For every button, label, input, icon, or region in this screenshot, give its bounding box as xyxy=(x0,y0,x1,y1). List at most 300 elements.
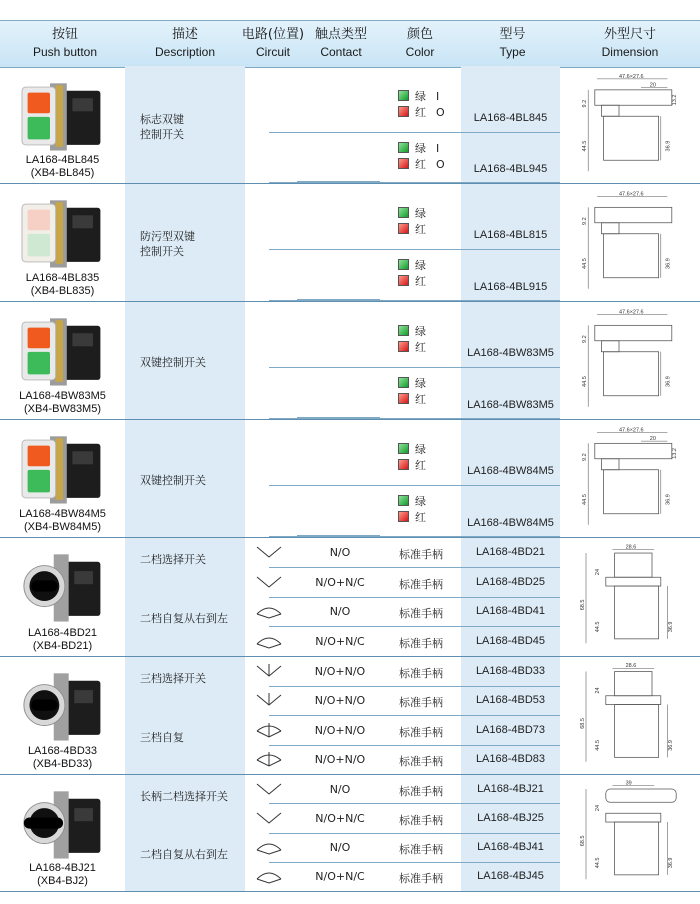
product-model: LA168-4BD33 xyxy=(27,745,98,757)
product-alt-model: (XB4-BW83M5) xyxy=(23,403,102,415)
product-photo xyxy=(15,74,113,158)
circuit-spring-return-base-icon xyxy=(257,850,281,854)
dimension-label: 36.9 xyxy=(665,258,672,269)
product-description: 二档选择开关 xyxy=(140,552,206,566)
product-description: 三档选择开关 xyxy=(140,671,206,685)
dimension-label: 44.5 xyxy=(595,740,602,751)
dimension-svg xyxy=(575,72,685,177)
color-label: 绿 xyxy=(415,495,426,508)
body-outline xyxy=(615,822,659,875)
type-value: LA168-4BJ45 xyxy=(477,870,544,883)
circuit-svg xyxy=(254,573,284,593)
green-square-icon xyxy=(398,207,409,218)
dimension-label: 9.2 xyxy=(582,453,588,461)
color-mark: O xyxy=(436,157,445,171)
circuit-spring-return-icon xyxy=(257,844,281,850)
switch-screw-terminal xyxy=(56,202,63,264)
color-mark: I xyxy=(436,141,440,155)
contact-type: N/O xyxy=(329,545,351,559)
dimension-label: 36.9 xyxy=(665,494,672,505)
dimension-label: 36.9 xyxy=(667,740,674,751)
switch-photo-group xyxy=(22,318,100,385)
product-model: LA168-4BW83M5 xyxy=(19,390,106,402)
header-dimension-zh: 外型尺寸 xyxy=(603,27,656,42)
red-square-icon xyxy=(398,275,409,286)
color-label: 红 xyxy=(415,275,426,288)
contact-type: N/O+N/O xyxy=(314,723,366,737)
circuit-svg xyxy=(254,691,284,711)
dimension-label: 36.9 xyxy=(667,621,674,633)
switch-photo-group xyxy=(24,673,101,740)
description-line: 控制开关 xyxy=(140,245,184,258)
green-square-icon xyxy=(398,142,409,153)
dimension-label: 68.5 xyxy=(579,835,586,847)
switch-contact-block xyxy=(72,451,93,464)
product-photo-svg xyxy=(15,309,113,393)
circuit-svg xyxy=(254,809,284,829)
circuit-diagram xyxy=(254,573,284,593)
row-divider xyxy=(269,686,560,687)
circuit-svg xyxy=(254,602,284,622)
type-value: LA168-4BD25 xyxy=(475,575,546,588)
handle-type: 标准手柄 xyxy=(399,813,443,827)
switch-contact-block xyxy=(74,571,93,584)
circuit-diagram xyxy=(254,809,284,829)
type-value: LA168-4BW84M5 xyxy=(467,465,554,477)
header-color-zh: 颜色 xyxy=(406,27,433,42)
dimension-label: 44.5 xyxy=(582,140,588,152)
product-model: LA168-4BD21 xyxy=(27,627,98,639)
dimension-label: 68.5 xyxy=(579,718,586,729)
dimension-label: 44.5 xyxy=(595,857,602,869)
header-type-en: Type xyxy=(499,45,526,59)
circuit-svg xyxy=(254,721,284,741)
dimension-label: 47.6×27.6 xyxy=(619,73,644,80)
color-label: 红 xyxy=(415,341,426,354)
switch-body xyxy=(65,562,100,616)
product-photo-svg xyxy=(15,782,113,866)
dimension-label: 39 xyxy=(625,780,632,787)
switch-body xyxy=(65,799,100,853)
body-outline xyxy=(615,586,659,639)
color-option xyxy=(398,391,458,405)
color-label: 红 xyxy=(415,511,426,524)
row-divider xyxy=(269,597,560,598)
handle-type: 标准手柄 xyxy=(399,577,443,591)
dimension-label: 44.5 xyxy=(582,258,588,269)
color-label: 绿 xyxy=(415,207,426,220)
product-description xyxy=(140,355,250,370)
dimension-label: 44.5 xyxy=(595,621,602,633)
head-outline xyxy=(595,207,672,222)
color-option xyxy=(398,221,458,235)
dimension-drawing xyxy=(575,425,685,531)
header-description-zh: 描述 xyxy=(171,27,198,42)
red-square-icon xyxy=(398,459,409,470)
bezel-outline xyxy=(606,696,661,705)
product-model: LA168-4BL835 xyxy=(25,272,100,284)
circuit-spring-return-icon xyxy=(257,638,281,644)
dimension-label: 13.2 xyxy=(672,448,679,459)
table-header xyxy=(0,20,700,68)
header-circuit xyxy=(237,21,309,67)
header-description-en: Description xyxy=(154,45,216,59)
red-square-icon xyxy=(398,106,409,117)
handle-type: 标准手柄 xyxy=(399,607,443,621)
knob-outline xyxy=(615,553,652,577)
product-description: 二档自复从右到左 xyxy=(140,612,228,626)
dimension-label: 44.5 xyxy=(582,376,588,387)
circuit-diagram xyxy=(254,602,284,622)
circuit-diagram xyxy=(254,867,284,887)
color-option xyxy=(398,140,458,154)
dimension-label: 28.6 xyxy=(625,663,637,670)
dimension-label: 9.2 xyxy=(582,335,588,343)
contact-type: N/O+N/C xyxy=(315,575,365,589)
dimension-svg xyxy=(575,189,685,295)
product-description: 二档自复从右到左 xyxy=(140,848,228,862)
handle-type: 标准手柄 xyxy=(399,725,443,739)
body-outline xyxy=(604,352,659,396)
handle-type: 标准手柄 xyxy=(399,637,443,651)
type-value: LA168-4BW83M5 xyxy=(467,347,554,359)
dimension-label: 68.5 xyxy=(579,599,586,611)
dimension-label: 24 xyxy=(595,687,602,694)
circuit-svg xyxy=(254,632,284,652)
switch-photo-group xyxy=(22,436,100,503)
dimension-drawing xyxy=(575,72,685,177)
body-outline xyxy=(604,116,659,160)
type-value: LA168-4BW83M5 xyxy=(467,399,554,411)
circuit-diagram xyxy=(254,691,284,711)
product-alt-model: (XB4-BL845) xyxy=(30,167,95,179)
circuit-svg xyxy=(254,838,284,858)
green-square-icon xyxy=(398,90,409,101)
product-photo-svg xyxy=(15,664,113,748)
header-contact-zh: 触点类型 xyxy=(314,27,367,42)
circuit-two-position-icon xyxy=(257,813,281,823)
product-alt-model: (XB4-BD21) xyxy=(32,640,93,652)
handle-type: 标准手柄 xyxy=(399,872,443,886)
type-value: LA168-4BD53 xyxy=(475,694,546,707)
product-photo-svg xyxy=(15,545,113,629)
type-value: LA168-4BJ41 xyxy=(477,841,544,854)
dimension-label: 36.9 xyxy=(665,376,672,387)
type-value: LA168-4BJ21 xyxy=(477,782,544,795)
product-alt-model: (XB4-BW84M5) xyxy=(23,521,102,533)
circuit-spring-return-base-icon xyxy=(257,614,281,618)
head-outline xyxy=(595,90,672,105)
circuit-spring-return-base-icon xyxy=(257,879,281,883)
description-line: 双键控制开关 xyxy=(140,355,206,369)
color-option xyxy=(398,273,458,287)
color-option xyxy=(398,104,458,118)
circuit-two-position-icon xyxy=(257,547,281,557)
header-color xyxy=(385,21,455,67)
handle-type: 标准手柄 xyxy=(399,696,443,710)
circuit-diagram xyxy=(254,721,284,741)
color-mark: I xyxy=(436,90,440,103)
product-alt-model: (XB4-BJ2) xyxy=(37,875,88,887)
circuit-svg xyxy=(254,750,284,770)
contact-type: N/O xyxy=(329,605,351,619)
color-option xyxy=(398,323,458,337)
row-divider xyxy=(269,803,560,804)
dimension-label: 47.6×27.6 xyxy=(619,427,644,434)
red-square-icon xyxy=(398,158,409,169)
dimension-svg xyxy=(575,425,685,531)
handle-type: 标准手柄 xyxy=(399,784,443,798)
color-option xyxy=(398,493,458,507)
contact-type: N/O+N/C xyxy=(315,811,365,825)
circuit-two-position-icon xyxy=(257,577,281,587)
header-contact xyxy=(306,21,376,67)
handle-type: 标准手柄 xyxy=(399,755,443,769)
circuit-diagram xyxy=(254,662,284,682)
color-option xyxy=(398,375,458,389)
dimension-drawing xyxy=(575,189,685,295)
dimension-label: 20 xyxy=(649,436,656,443)
green-key xyxy=(28,352,50,374)
bezel-outline xyxy=(606,813,661,822)
green-key xyxy=(28,470,50,492)
header-dimension-en: Dimension xyxy=(601,45,659,59)
description-line: 防污型双键 xyxy=(140,230,195,243)
color-option xyxy=(398,156,458,170)
description-line: 双键控制开关 xyxy=(140,473,206,487)
green-square-icon xyxy=(398,377,409,388)
circuit-two-position-icon xyxy=(257,784,281,794)
row-divider xyxy=(269,485,560,486)
header-type-zh: 型号 xyxy=(499,27,526,42)
circuit-diagram xyxy=(254,543,284,563)
row-divider xyxy=(269,567,560,568)
row-divider xyxy=(269,715,560,716)
description-line: 标志双键 xyxy=(140,112,184,126)
green-square-icon xyxy=(398,495,409,506)
body-outline xyxy=(604,234,659,278)
header-contact-en: Contact xyxy=(320,45,362,59)
product-photo-svg xyxy=(15,191,113,275)
bezel-outline xyxy=(606,577,661,586)
contact-type: N/O+N/C xyxy=(315,870,365,884)
color-label: 红 xyxy=(415,157,426,171)
body-outline xyxy=(604,470,659,514)
header-circuit-zh: 电路(位置) xyxy=(241,27,305,42)
color-label: 绿 xyxy=(415,259,426,272)
head-outline xyxy=(595,325,672,340)
dimension-drawing xyxy=(575,307,685,413)
handle-type: 标准手柄 xyxy=(399,666,443,680)
dimension-label: 28.6 xyxy=(625,544,637,551)
row-divider xyxy=(269,833,560,834)
product-photo-svg xyxy=(15,74,113,158)
body-outline xyxy=(615,705,659,758)
type-value: LA168-4BL845 xyxy=(473,111,548,124)
color-option xyxy=(398,257,458,271)
circuit-svg xyxy=(254,543,284,563)
description-line: 控制开关 xyxy=(140,127,184,141)
product-model: LA168-4BJ21 xyxy=(29,862,96,874)
red-key xyxy=(28,93,50,114)
color-option xyxy=(398,88,458,102)
green-key xyxy=(28,234,50,256)
red-square-icon xyxy=(398,511,409,522)
type-value: LA168-4BD83 xyxy=(475,753,546,766)
color-mark: O xyxy=(436,106,445,119)
green-key xyxy=(28,117,50,139)
header-push-button-zh: 按钮 xyxy=(51,27,78,42)
product-photo-svg xyxy=(15,427,113,511)
switch-body xyxy=(65,681,100,735)
switch-screw-terminal xyxy=(56,85,63,147)
dimension-label: 47.6×27.6 xyxy=(619,191,644,198)
red-key xyxy=(28,446,50,467)
header-color-en: Color xyxy=(405,45,435,59)
switch-contact-block xyxy=(72,333,93,346)
color-option xyxy=(398,457,458,471)
color-label: 红 xyxy=(415,106,426,119)
switch-photo-group xyxy=(22,83,100,150)
circuit-spring-return-icon xyxy=(257,608,281,614)
dimension-label: 9.2 xyxy=(582,99,588,108)
type-value: LA168-4BD33 xyxy=(475,664,546,677)
dimension-label: 24 xyxy=(595,804,602,812)
row-divider xyxy=(269,745,560,746)
row-divider xyxy=(269,132,560,133)
header-push-button xyxy=(10,21,120,67)
row-divider xyxy=(269,367,560,368)
dimension-svg xyxy=(575,543,685,650)
header-dimension xyxy=(580,21,680,67)
dimension-label: 20 xyxy=(649,82,656,89)
header-circuit-en: Circuit xyxy=(255,45,290,59)
color-option xyxy=(398,441,458,455)
dimension-label: 24 xyxy=(595,568,602,576)
red-square-icon xyxy=(398,223,409,234)
switch-contact-block xyxy=(72,98,93,111)
circuit-diagram xyxy=(254,838,284,858)
product-description: 长柄二档选择开关 xyxy=(140,789,228,803)
product-photo xyxy=(15,309,113,393)
switch-contact-block xyxy=(72,215,93,228)
dimension-drawing xyxy=(575,543,685,650)
long-handle-outline xyxy=(606,789,676,802)
dimension-label: 47.6×27.6 xyxy=(619,309,644,316)
circuit-spring-return-base-icon xyxy=(257,644,281,648)
color-label: 红 xyxy=(415,393,426,406)
color-label: 绿 xyxy=(415,377,426,390)
row-divider xyxy=(269,626,560,627)
product-photo xyxy=(15,545,113,629)
product-description xyxy=(140,112,250,142)
knob-outline xyxy=(615,672,652,696)
contact-type: N/O xyxy=(329,841,351,855)
type-value: LA168-4BL815 xyxy=(473,229,548,241)
selector-handle xyxy=(31,699,57,710)
type-value: LA168-4BW84M5 xyxy=(467,517,554,529)
circuit-svg xyxy=(254,662,284,682)
selector-handle xyxy=(24,817,63,828)
neck-outline xyxy=(601,341,619,352)
row-divider xyxy=(269,249,560,250)
contact-type: N/O xyxy=(329,782,351,796)
type-value: LA168-4BD45 xyxy=(475,635,546,648)
type-value: LA168-4BL945 xyxy=(473,163,548,175)
color-label: 红 xyxy=(415,223,426,236)
dimension-drawing xyxy=(575,780,685,885)
circuit-svg xyxy=(254,780,284,800)
product-photo xyxy=(15,664,113,748)
header-push-button-en: Push button xyxy=(32,45,98,59)
switch-screw-terminal xyxy=(56,438,63,500)
dimension-label: 44.5 xyxy=(582,494,588,505)
red-square-icon xyxy=(398,393,409,404)
color-label: 绿 xyxy=(415,141,426,155)
circuit-diagram xyxy=(254,780,284,800)
contact-type: N/O+N/C xyxy=(315,635,365,649)
type-value: LA168-4BJ25 xyxy=(477,811,544,824)
switch-contact-block xyxy=(74,690,93,703)
color-label: 绿 xyxy=(415,90,426,103)
product-photo xyxy=(15,191,113,275)
red-key xyxy=(28,328,50,349)
switch-photo-group xyxy=(24,791,101,858)
switch-photo-group xyxy=(24,554,101,621)
green-square-icon xyxy=(398,259,409,270)
red-key xyxy=(28,210,50,231)
dimension-label: 36.9 xyxy=(665,140,672,152)
head-outline xyxy=(595,443,672,458)
color-label: 红 xyxy=(415,459,426,472)
header-type xyxy=(470,21,555,67)
neck-outline xyxy=(601,223,619,234)
red-square-icon xyxy=(398,341,409,352)
product-description xyxy=(140,473,250,488)
product-photo xyxy=(15,427,113,511)
product-model: LA168-4BL845 xyxy=(25,154,100,166)
product-alt-model: (XB4-BD33) xyxy=(32,758,93,770)
neck-outline xyxy=(601,459,619,470)
circuit-diagram xyxy=(254,750,284,770)
product-photo xyxy=(15,782,113,866)
type-value: LA168-4BL915 xyxy=(473,281,548,293)
circuit-spring-return-icon xyxy=(257,873,281,879)
dimension-svg xyxy=(575,307,685,413)
color-option xyxy=(398,205,458,219)
handle-type: 标准手柄 xyxy=(399,843,443,857)
green-square-icon xyxy=(398,443,409,454)
row-divider xyxy=(269,862,560,863)
selector-handle xyxy=(31,580,57,591)
product-alt-model: (XB4-BL835) xyxy=(30,285,95,297)
product-model: LA168-4BW84M5 xyxy=(19,508,106,520)
contact-type: N/O+N/O xyxy=(314,753,366,767)
product-description: 三档自复 xyxy=(140,730,184,744)
handle-type: 标准手柄 xyxy=(399,547,443,561)
switch-contact-block xyxy=(74,808,93,821)
dimension-label: 9.2 xyxy=(582,217,588,225)
dimension-drawing xyxy=(575,662,685,768)
color-option xyxy=(398,509,458,523)
contact-type: N/O+N/O xyxy=(314,694,366,708)
neck-outline xyxy=(601,105,619,116)
dimension-svg xyxy=(575,780,685,885)
contact-type: N/O+N/O xyxy=(314,664,366,678)
color-label: 绿 xyxy=(415,443,426,456)
type-value: LA168-4BD21 xyxy=(475,545,546,558)
switch-photo-group xyxy=(22,200,100,267)
